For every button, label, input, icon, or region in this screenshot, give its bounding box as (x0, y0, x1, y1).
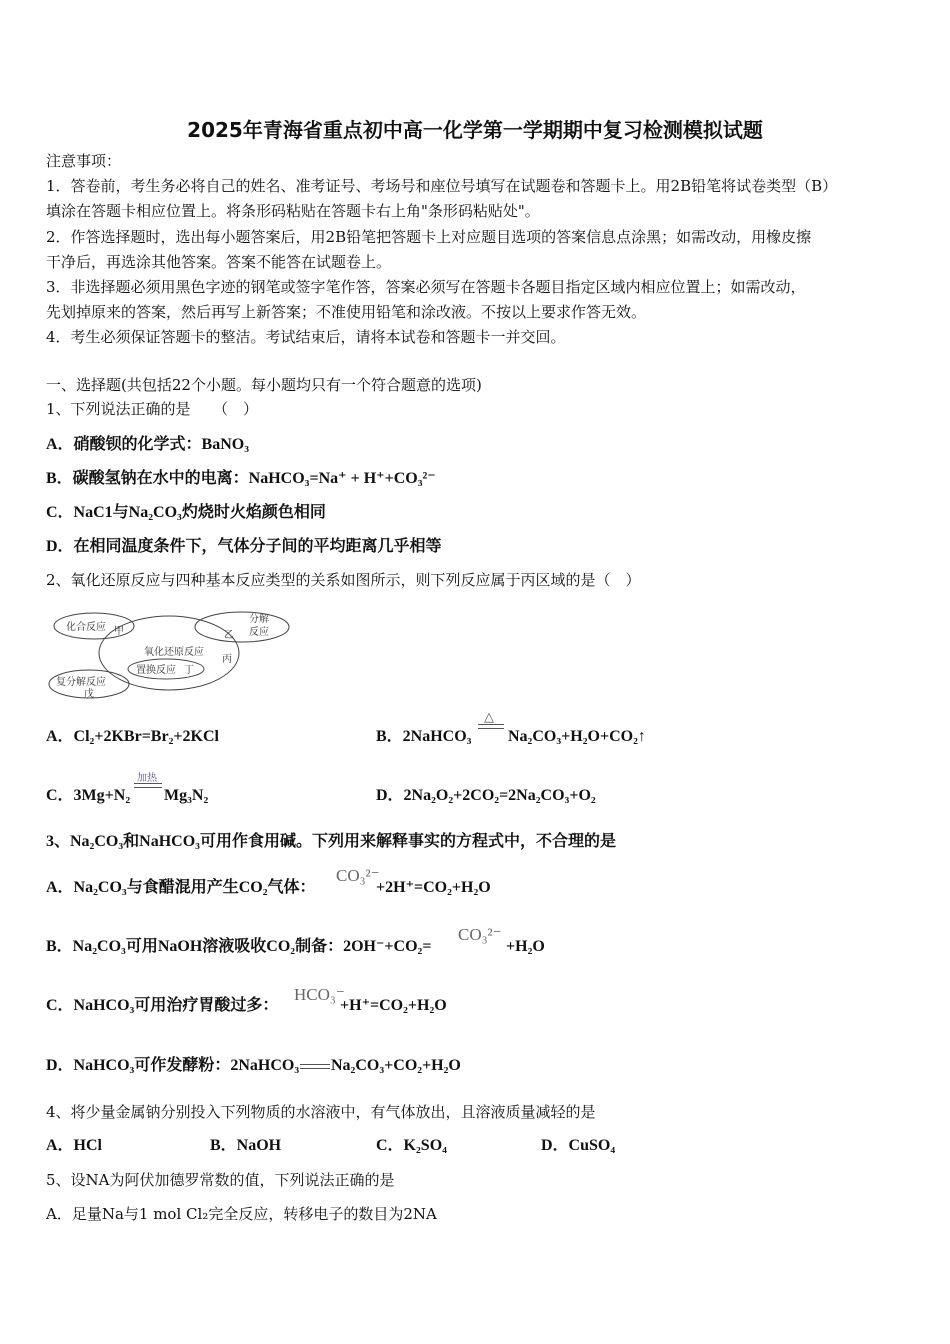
q3-option-a-right: +2H⁺=CO₂+H₂O (376, 879, 491, 896)
q1-stem: 1、下列说法正确的是 （ ） (46, 400, 259, 418)
q3-option-b-left: B．Na₂CO₃可用NaOH溶液吸收CO₂制备：2OH⁻+CO₂= (46, 938, 432, 955)
diagram-label: 戊 (84, 689, 94, 700)
carbonate-ion: CO₃²⁻ (458, 925, 502, 944)
heat-condition-icon: △ (484, 710, 494, 725)
q3-option-c-right: +H⁺=CO₂+H₂O (340, 997, 447, 1014)
q2-option-d: D．2Na₂O₂+2CO₂=2Na₂CO₃+O₂ (376, 787, 596, 804)
notice-line: 1．答卷前，考生务必将自己的姓名、准考证号、考场号和座位号填写在试题卷和答题卡上。用2B铅笔将试卷类型（B） (46, 177, 838, 195)
q4-option-c: C．K₂SO₄ (376, 1137, 447, 1154)
q2-option-b-right: Na₂CO₃+H₂O+CO₂↑ (508, 728, 646, 745)
q2-stem: 2、氧化还原反应与四种基本反应类型的关系如图所示，则下列反应属于丙区域的是（ ） (46, 571, 641, 589)
diagram-label: 甲 (114, 626, 124, 637)
diagram-label: 分解 (249, 614, 269, 625)
q3-stem: 3、Na₂CO₃和NaHCO₃可用作食用碱。下列用来解释事实的方程式中，不合理的是 (46, 833, 616, 850)
q1-option-b: B．碳酸氢钠在水中的电离：NaHCO₃=Na⁺ + H⁺+CO₃²⁻ (46, 470, 436, 487)
diagram-label: 丙 (222, 654, 232, 665)
diagram-label: 置换反应 (136, 665, 176, 676)
equals-bar (300, 1064, 330, 1069)
notice-line: 2．作答选择题时，选出每小题答案后，用2B铅笔把答题卡上对应题目选项的答案信息点涂黑；如需改动，用橡皮擦 (46, 228, 812, 246)
notice-line: 先划掉原来的答案，然后再写上新答案；不准使用铅笔和涂改液。不按以上要求作答无效。 (46, 303, 647, 321)
q1-option-a: A．硝酸钡的化学式：BaNO₃ (46, 436, 250, 453)
diagram-label: 乙 (224, 630, 234, 641)
bicarbonate-ion: HCO₃⁻ (294, 985, 345, 1004)
q3-option-b-right: +H₂O (506, 938, 545, 955)
q3-option-d-right: Na₂CO₃+CO₂+H₂O (331, 1057, 461, 1074)
notice-line: 填涂在答题卡相应位置上。将条形码粘贴在答题卡右上角"条形码粘贴处"。 (46, 202, 540, 220)
q2-option-a: A．Cl₂+2KBr=Br₂+2KCl (46, 728, 219, 745)
section-heading: 一、选择题(共包括22个小题。每小题均只有一个符合题意的选项) (46, 376, 482, 394)
q4-option-a: A．HCl (46, 1137, 103, 1154)
diagram-label: 氧化还原反应 (144, 647, 204, 658)
diagram-label: 丁 (184, 665, 194, 676)
notice-line: 3．非选择题必须用黑色字迹的钢笔或签字笔作答，答案必须写在答题卡各题目指定区域内相应位置上；如需改动， (46, 278, 806, 296)
q4-stem: 4、将少量金属钠分别投入下列物质的水溶液中，有气体放出，且溶液质量减轻的是 (46, 1103, 596, 1121)
q4-option-d: D．CuSO₄ (541, 1137, 616, 1154)
diagram-label: 反应 (249, 627, 269, 638)
reaction-venn-diagram (44, 606, 296, 700)
notice-heading: 注意事项： (46, 152, 122, 170)
q2-option-c-right: Mg₃N₂ (164, 787, 209, 804)
page-title: 2025年青海省重点初中高一化学第一学期期中复习检测模拟试题 (187, 118, 763, 142)
q1-option-c: C．NaC1与Na₂CO₃灼烧时火焰颜色相同 (46, 504, 326, 521)
q2-option-c-left: C．3Mg+N₂ (46, 787, 131, 804)
q3-option-a-left: A．Na₂CO₃与食醋混用产生CO₂气体： (46, 879, 316, 896)
q1-option-d: D．在相同温度条件下，气体分子间的平均距离几乎相等 (46, 538, 442, 555)
q2-option-b-left: B．2NaHCO₃ (376, 728, 472, 745)
heat-condition-label: 加热 (137, 773, 157, 784)
diagram-label: 复分解反应 (56, 677, 106, 688)
q5-option-a: A．足量Na与1 mol Cl₂完全反应，转移电子的数目为2NA (46, 1205, 437, 1223)
q5-stem: 5、设NA为阿伏加德罗常数的值，下列说法正确的是 (46, 1171, 395, 1189)
notice-line: 干净后，再选涂其他答案。答案不能答在试题卷上。 (46, 253, 392, 271)
notice-line: 4．考生必须保证答题卡的整洁。考试结束后，请将本试卷和答题卡一并交回。 (46, 328, 566, 346)
q3-option-c-left: C．NaHCO₃可用治疗胃酸过多： (46, 997, 279, 1014)
equals-bar (134, 783, 162, 788)
equals-bar (478, 724, 504, 729)
q3-option-d-left: D．NaHCO₃可作发酵粉：2NaHCO₃ (46, 1057, 300, 1074)
carbonate-ion: CO₃²⁻ (336, 866, 380, 885)
diagram-label: 化合反应 (66, 622, 106, 633)
q4-option-b: B．NaOH (210, 1137, 282, 1154)
